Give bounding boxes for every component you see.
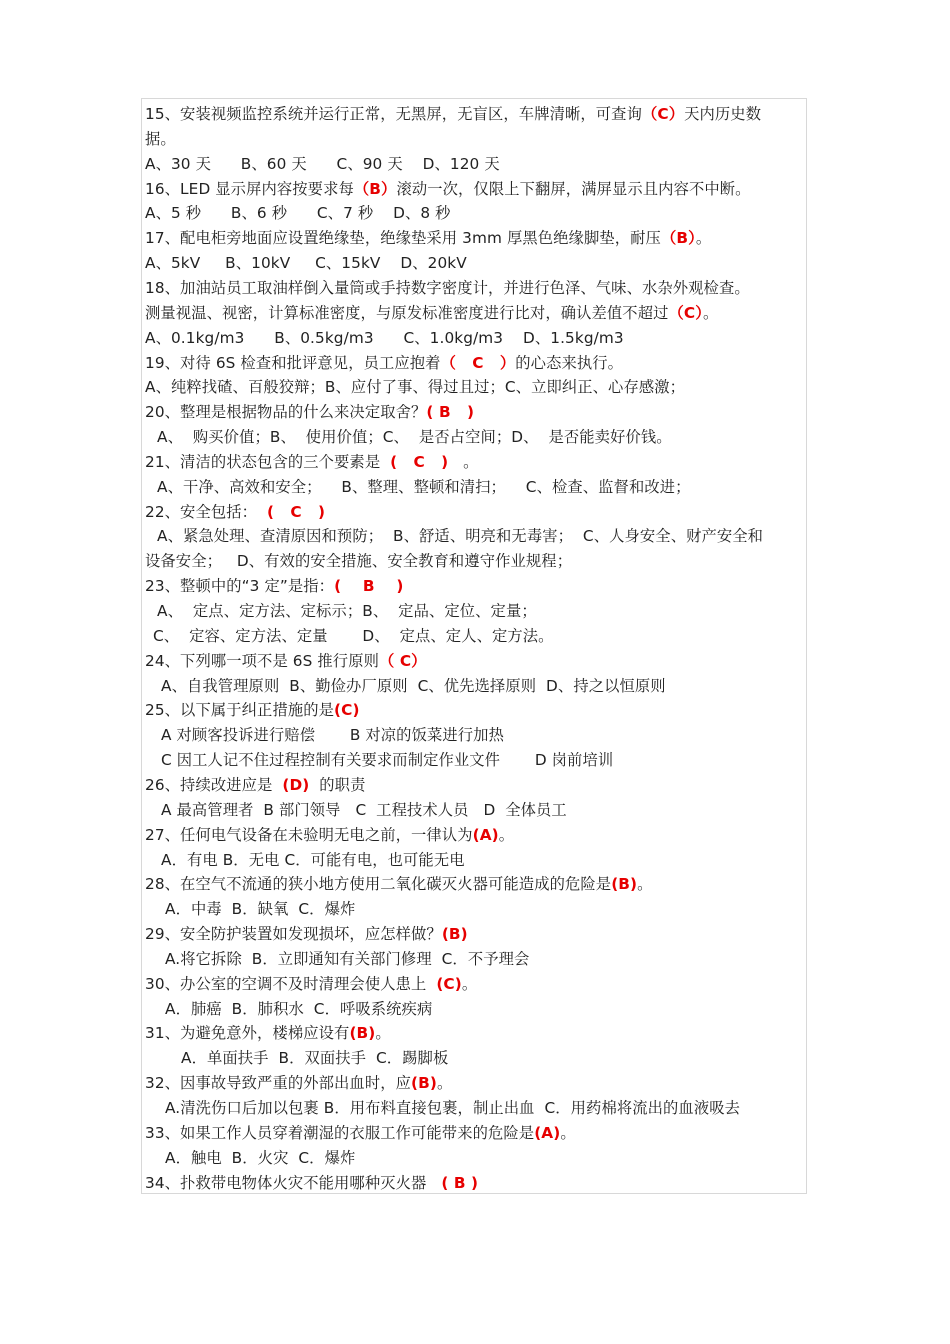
line-text: A．触电 B．火灾 C．爆炸 xyxy=(165,1148,356,1167)
line-text: 18、加油站员工取油样倒入量筒或手持数字密度计，并进行色泽、气味、水杂外观检查。 xyxy=(145,278,750,297)
line-text: 17、配电柜旁地面应设置绝缘垫，绝缘垫采用 3mm 厚黑色绝缘脚垫，耐压 xyxy=(145,229,661,248)
answer-mark: （C） xyxy=(668,303,703,322)
line-text: 27、任何电气设备在未验明无电之前，一律认为 xyxy=(145,825,473,844)
text-line xyxy=(145,201,806,225)
line-text: A.将它拆除 B．立即通知有关部门修理 C．不予理会 xyxy=(165,949,530,968)
line-text: 。 xyxy=(695,229,712,248)
document-page xyxy=(141,98,807,1194)
answer-mark: (A) xyxy=(534,1123,561,1142)
line-text: 据。 xyxy=(145,129,176,148)
line-text: A、自我管理原则 B、勤俭办厂原则 C、优先选择原则 D、持之以恒原则 xyxy=(161,676,666,695)
text-line xyxy=(145,475,806,499)
line-text: 23、整顿中的“3 定”是指： xyxy=(145,577,335,596)
line-text: A.清洗伤口后加以包裹 B．用布料直接包裹，制止出血 C．用药棉将流出的血液吸去 xyxy=(165,1099,741,1117)
text-line xyxy=(145,1046,806,1070)
text-line xyxy=(145,500,806,524)
line-text: A、干净、高效和安全； B、整理、整顿和清扫； C、检查、监督和改进； xyxy=(157,477,691,496)
line-text: 滚动一次，仅限上下翻屏，满屏显示且内容不中断。 xyxy=(396,179,751,198)
line-text: 的心态来执行。 xyxy=(515,353,624,372)
text-line xyxy=(145,674,806,698)
text-line xyxy=(145,897,806,921)
text-line xyxy=(145,1071,806,1095)
text-line xyxy=(145,748,806,772)
line-text: 19、对待 6S 检查和批评意见，员工应抱着 xyxy=(145,353,441,372)
text-line xyxy=(145,450,806,474)
line-text: 25、以下属于纠正措施的是 xyxy=(145,701,335,720)
text-line xyxy=(145,127,806,151)
line-text: 33、如果工作人员穿着潮湿的衣服工作可能带来的危险是 xyxy=(145,1123,535,1142)
line-text: A．有电 B．无电 C．可能有电，也可能无电 xyxy=(161,850,465,869)
answer-mark: ( C ) xyxy=(390,452,449,471)
text-line xyxy=(145,276,806,300)
line-text: 32、因事故导致严重的外部出血时，应 xyxy=(145,1074,412,1093)
line-text: A．肺癌 B．肺积水 C．呼吸系统疾病 xyxy=(165,999,433,1018)
text-line xyxy=(145,152,806,176)
line-text: 设备安全； D、有效的安全措施、安全教育和遵守作业规程； xyxy=(145,552,573,571)
answer-mark: (C) xyxy=(436,974,462,993)
text-line xyxy=(145,624,806,648)
line-text: A 最高管理者 B 部门领导 C 工程技术人员 D 全体员工 xyxy=(161,800,567,819)
line-text: A、5 秒 B、6 秒 C、7 秒 D、8 秒 xyxy=(145,204,451,223)
line-text: 。 xyxy=(436,1074,453,1093)
text-line xyxy=(145,698,806,722)
answer-mark: （B） xyxy=(353,179,397,198)
text-line xyxy=(145,574,806,598)
line-text: A、 购买价值；B、 使用价值；C、 是否占空间；D、 是否能卖好价钱。 xyxy=(157,428,672,447)
text-line xyxy=(145,351,806,375)
line-text: 测量视温、视密，计算标准密度，与原发标准密度进行比对，确认差值不超过 xyxy=(145,303,669,322)
text-line xyxy=(145,773,806,797)
line-text: A．单面扶手 B．双面扶手 C．踢脚板 xyxy=(181,1049,449,1068)
line-text: A 对顾客投诉进行赔偿 B 对凉的饭菜进行加热 xyxy=(161,726,504,745)
answer-mark: ( B ) xyxy=(441,1173,479,1192)
text-line xyxy=(145,524,806,548)
text-line xyxy=(145,425,806,449)
line-text: 21、清洁的状态包含的三个要素是 xyxy=(145,452,391,471)
text-line xyxy=(145,872,806,896)
answer-mark: ( C ) xyxy=(266,502,326,521)
line-text: A、纯粹找碴、百般狡辩；B、应付了事、得过且过；C、立即纠正、心存感激； xyxy=(145,378,686,397)
answer-mark: ( B ) xyxy=(426,403,475,422)
line-text: 16、LED 显示屏内容按要求每 xyxy=(145,179,354,198)
line-text: 。 xyxy=(375,1024,391,1043)
line-text: C、 定容、定方法、定量 D、 定点、定人、定方法。 xyxy=(153,626,554,645)
text-line xyxy=(145,947,806,971)
line-text: 。 xyxy=(702,303,719,322)
line-text: A、紧急处理、查清原因和预防； B、舒适、明亮和无毒害； C、人身安全、财产安全和 xyxy=(157,527,764,546)
answer-mark: (D) xyxy=(282,775,310,794)
answer-mark: （C） xyxy=(641,105,685,123)
text-line xyxy=(145,375,806,399)
text-line xyxy=(145,922,806,946)
answer-mark: (C) xyxy=(334,701,360,720)
line-text: 。 xyxy=(560,1123,576,1142)
text-line xyxy=(145,251,806,275)
line-text: 20、整理是根据物品的什么来决定取舍？ xyxy=(145,403,427,422)
line-text: C 因工人记不住过程控制有关要求而制定作业文件 D 岗前培训 xyxy=(161,751,614,770)
text-line xyxy=(145,549,806,573)
line-text: A．中毒 B．缺氧 C．爆炸 xyxy=(165,900,356,919)
answer-mark: ( B ) xyxy=(334,577,404,596)
text-line xyxy=(145,997,806,1021)
line-text: 的职责 xyxy=(309,775,366,794)
line-text: A、0.1kg/m3 B、0.5kg/m3 C、1.0kg/m3 D、1.5kg/m3 xyxy=(145,328,624,347)
text-line xyxy=(145,226,806,250)
text-line xyxy=(145,723,806,747)
line-text: A、5kV B、10kV C、15kV D、20kV xyxy=(145,254,467,273)
text-line xyxy=(145,649,806,673)
line-text: 34、扑救带电物体火灾不能用哪种灭火器 xyxy=(145,1173,442,1192)
line-text: 22、安全包括： xyxy=(145,502,267,521)
text-line xyxy=(145,1121,806,1145)
text-line xyxy=(145,1096,806,1120)
line-text: 26、持续改进应是 xyxy=(145,775,283,794)
answer-mark: （ C ） xyxy=(440,353,516,372)
text-line xyxy=(145,1146,806,1170)
text-line xyxy=(145,326,806,350)
line-text: 。 xyxy=(498,825,515,844)
answer-mark: (A) xyxy=(472,825,499,844)
line-text: 。 xyxy=(637,875,653,894)
line-text: 31、为避免意外，楼梯应设有 xyxy=(145,1024,350,1043)
text-line xyxy=(145,823,806,847)
text-line xyxy=(145,400,806,424)
text-line xyxy=(145,972,806,996)
text-line xyxy=(145,301,806,325)
text-line xyxy=(145,102,806,126)
line-text: 天内历史数 xyxy=(684,105,762,123)
line-text: 15、安装视频监控系统并运行正常，无黑屏，无盲区，车牌清晰，可查询 xyxy=(145,105,642,123)
answer-mark: （ C） xyxy=(379,651,427,670)
answer-mark: （B） xyxy=(660,229,696,248)
line-text: 。 xyxy=(461,974,478,993)
text-line xyxy=(145,848,806,872)
text-line xyxy=(145,1171,806,1194)
answer-mark: (B) xyxy=(349,1024,376,1043)
text-line xyxy=(145,798,806,822)
answer-mark: (B) xyxy=(611,875,638,894)
line-text: A、 定点、定方法、定标示；B、 定品、定位、定量； xyxy=(157,602,537,620)
text-line xyxy=(145,1021,806,1045)
text-line xyxy=(145,599,806,623)
answer-mark: (B) xyxy=(411,1074,437,1093)
line-text: 28、在空气不流通的狭小地方使用二氧化碳灭火器可能造成的危险是 xyxy=(145,875,612,894)
line-text: 29、安全防护装置如发现损坏，应怎样做？ xyxy=(145,925,442,944)
line-text: 30、办公室的空调不及时清理会使人患上 xyxy=(145,974,437,993)
line-text: 24、下列哪一项不是 6S 推行原则 xyxy=(145,651,379,670)
text-line xyxy=(145,177,806,201)
line-text: 。 xyxy=(448,452,479,471)
answer-mark: (B) xyxy=(441,925,468,944)
line-text: A、30 天 B、60 天 C、90 天 D、120 天 xyxy=(145,154,500,173)
